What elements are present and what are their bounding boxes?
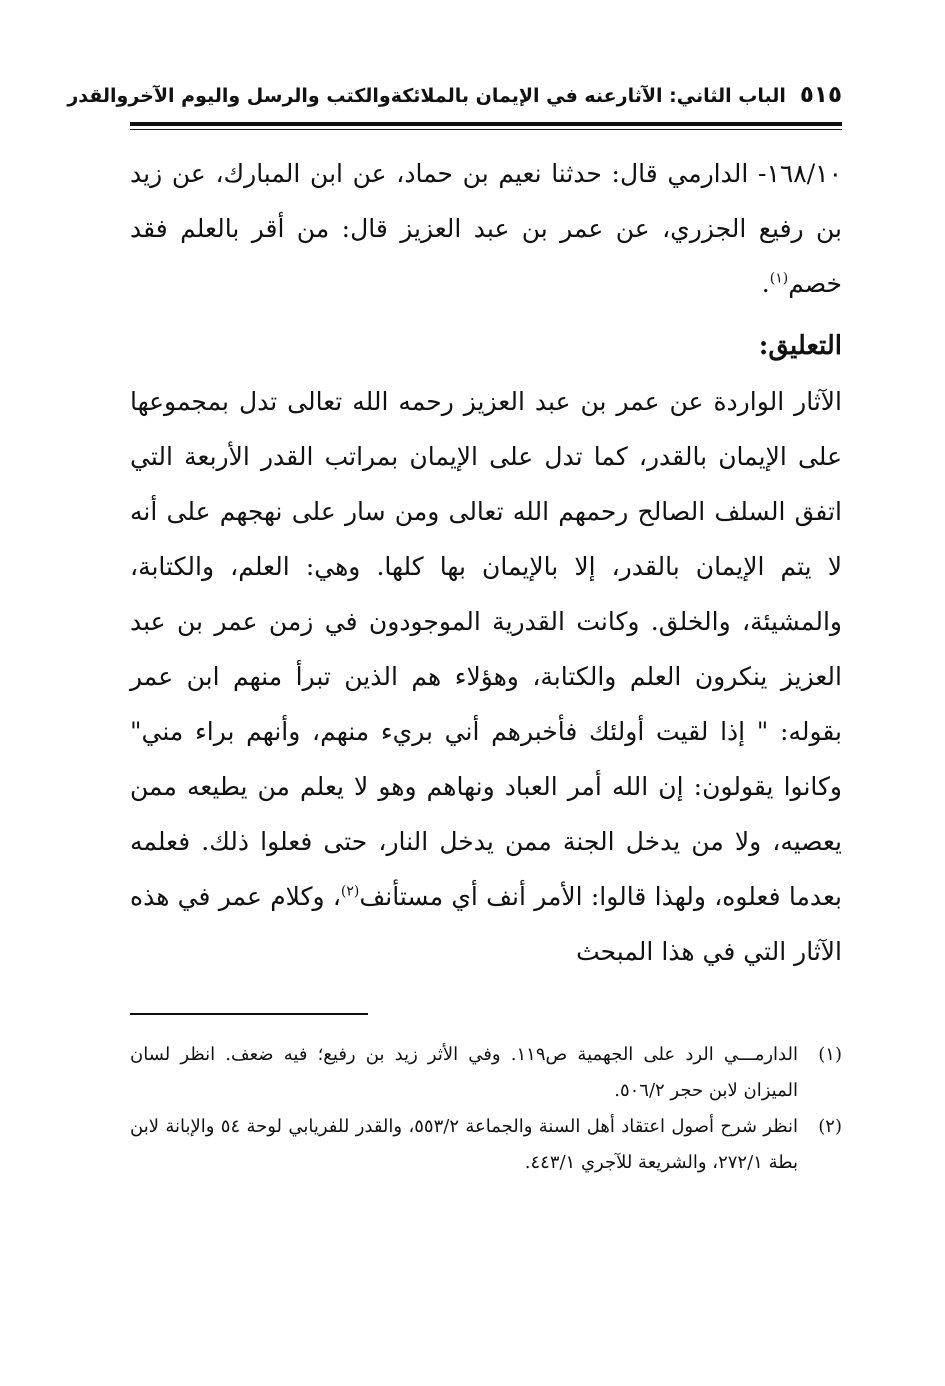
- footnote-separator: [130, 1013, 368, 1015]
- commentary-heading: التعليق:: [758, 331, 842, 361]
- footnote-2: [130, 1109, 842, 1181]
- footnote-number: (١): [818, 1044, 842, 1065]
- footnotes: [130, 1037, 842, 1181]
- footnote-text: انظر شرح أصول اعتقاد أهل السنة والجماعة ٥٥٣/٢، والقدر للفريابي لوحة ٥٤ والإبانة لابن بطة ٢٧٢/١، والشريعة للآجري ٤٤٣/١.: [130, 1116, 798, 1173]
- commentary-paragraph: [130, 374, 842, 979]
- narration-end: .: [761, 269, 770, 298]
- footnote-ref-2[interactable]: (٢): [340, 883, 360, 900]
- narration-paragraph: [130, 146, 842, 311]
- footnote-1: [130, 1037, 842, 1109]
- book-page: [67, 75, 842, 1181]
- footnote-text: الدارمـــي الرد على الجهمية ص١١٩. وفي الأثر زيد بن رفيع؛ فيه ضعف. انظر لسان الميزان لابن حجر ٥٠٦/٢.: [130, 1044, 798, 1101]
- header-rule-thin: [130, 129, 842, 130]
- chapter-title: الباب الثاني: الآثارعنه في الإيمان بالملائكةوالكتب والرسل واليوم الآخروالقدر: [67, 85, 786, 107]
- commentary-tail: ، وكلام عمر في هذه الآثار التي في هذا المبحث: [130, 882, 842, 966]
- footnote-ref-1[interactable]: (١): [769, 270, 789, 287]
- header-rule-thick: [130, 122, 842, 126]
- commentary-text: الآثار الواردة عن عمر بن عبد العزيز رحمه الله تعالى تدل بمجموعها على الإيمان بالقدر، كما تدل على الإيمان بمراتب القدر الأربعة التي اتفق السلف الصالح رحمهم الله تعالى ومن سار على نهجهم على أنه لا يتم الإيمان بالقدر، إلا بالإيمان بها كلها. وهي: العلم، والكتابة، والمشيئة، والخلق. وكانت القدرية الموجودون في زمن عمر بن عبد العزيز ينكرون العلم والكتابة، وهؤلاء هم الذين تبرأ منهم ابن عمر بقوله: " إذا لقيت أولئك فأخبرهم أني بريء منهم، وأنهم براء مني" وكانوا يقولون: إن الله أمر العباد ونهاهم وهو لا يعلم من يطيعه ممن يعصيه، ولا من يدخل الجنة ممن يدخل النار، حتى فعلوا ذلك. فعلمه بعدما فعلوه، ولهذا قالوا: الأمر أنف أي مستأنف: [130, 387, 842, 911]
- page-number: ٥١٥: [799, 82, 842, 108]
- footnote-number: (٢): [818, 1116, 842, 1137]
- narration-text: ١٦٨/١٠- الدارمي قال: حدثنا نعيم بن حماد، عن ابن المبارك، عن زيد بن رفيع الجزري، عن عمر بن عبد العزيز قال: من أقر بالعلم فقد خصم: [130, 159, 842, 298]
- running-header: [67, 75, 842, 116]
